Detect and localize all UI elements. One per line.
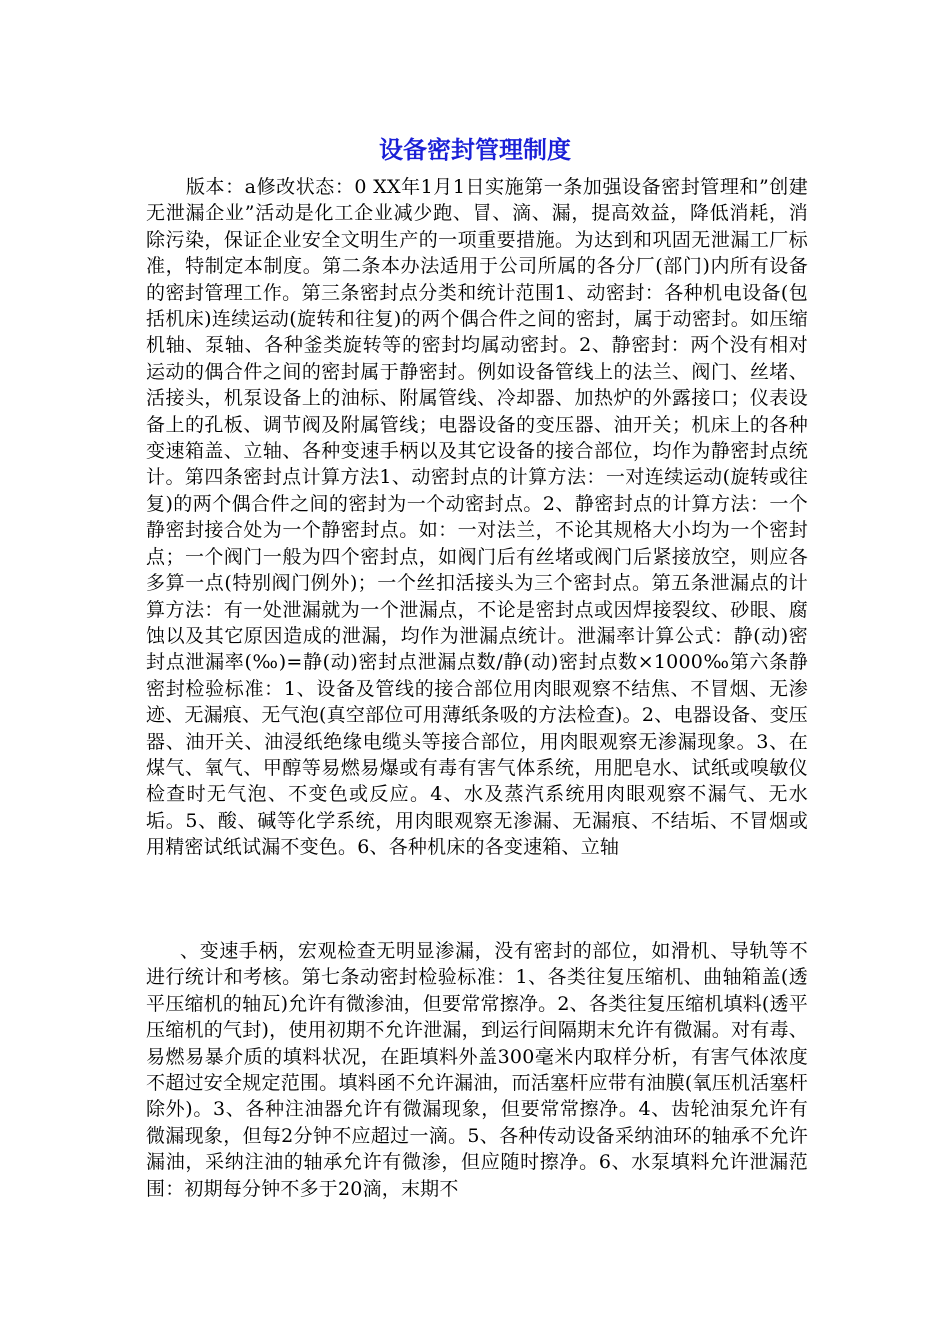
document-title: 设备密封管理制度 bbox=[379, 136, 571, 164]
body-paragraph-1: 版本：a修改状态：0 XX年1月1日实施第一条加强设备密封管理和”创建无泄漏企业”活动是化工企业减少跑、冒、滴、漏，提高效益，降低消耗，消除污染，保证企业安全文明生产的一项重要措施。为达到和巩固无泄漏工厂标准，特制定本制度。第二条本办法适用于公司所属的各分厂(部门)内所有设备的密封管理工作。第三条密封点分类和统计范围1、动密封：各种机电设备(包括机床)连续运动(旋转和往复)的两个偶合件之间的密封，属于动密封。如压缩机轴、泵轴、各种釜类旋转等的密封均属动密封。2、静密封：两个没有相对运动的偶合件之间的密封属于静密封。例如设备管线上的法兰、阀门、丝堵、活接头，机泵设备上的油标、附属管线、冷却器、加热炉的外露接口；仪表设备上的孔板、调节阀及附属管线；电器设备的变压器、油开关；机床上的各种变速箱盖、立轴、各种变速手柄以及其它设备的接合部位，均作为静密封点统计。第四条密封点计算方法1、动密封点的计算方法：一对连续运动(旋转或往复)的两个偶合件之间的密封为一个动密封点。2、静密封点的计算方法：一个静密封接合处为一个静密封点。如：一对法兰，不论其规格大小均为一个密封点；一个阀门一般为四个密封点，如阀门后有丝堵或阀门后紧接放空，则应各多算一点(特别阀门例外)；一个丝扣活接头为三个密封点。第五条泄漏点的计算方法：有一处泄漏就为一个泄漏点，不论是密封点或因焊接裂纹、砂眼、腐蚀以及其它原因造成的泄漏，均作为泄漏点统计。泄漏率计算公式：静(动)密封点泄漏率(‰)=静(动)密封点泄漏点数/静(动)密封点数×1000‰第六条静密封检验标准：1、设备及管线的接合部位用肉眼观察不结焦、不冒烟、无渗迹、无漏痕、无气泡(真空部位可用薄纸条吸的方法检查)。2、电器设备、变压器、油开关、油浸纸绝缘电缆头等接合部位，用肉眼观察无渗漏现象。3、在煤气、氧气、甲醇等易燃易爆或有毒有害气体系统，用肥皂水、试纸或嗅敏仪检查时无气泡、不变色或反应。4、水及蒸汽系统用肉眼观察不漏气、无水垢。5、酸、碱等化学系统，用肉眼观察无渗漏、无漏痕、不结垢、不冒烟或用精密试纸试漏不变色。6、各种机床的各变速箱、立轴 bbox=[146, 176, 808, 859]
body-paragraph-2: 、变速手柄，宏观检查无明显渗漏，没有密封的部位，如滑机、导轨等不进行统计和考核。第七条动密封检验标准：1、各类往复压缩机、曲轴箱盖(透平压缩机的轴瓦)允许有微渗油，但要常常擦净。2、各类往复压缩机填料(透平压缩机的气封)，使用初期不允许泄漏，到运行间隔期末允许有微漏。对有毒、易燃易暴介质的填料状况，在距填料外盖300毫米内取样分析，有害气体浓度不超过安全规定范围。填料函不允许漏油，而活塞杆应带有油膜(氧压机活塞杆除外)。3、各种注油器允许有微漏现象，但要常常擦净。4、齿轮油泵允许有微漏现象，但每2分钟不应超过一滴。5、各种传动设备采纳油环的轴承不允许漏油，采纳注油的轴承允许有微渗，但应随时擦净。6、水泵填料允许泄漏范围：初期每分钟不多于20滴，末期不 bbox=[146, 940, 808, 1200]
